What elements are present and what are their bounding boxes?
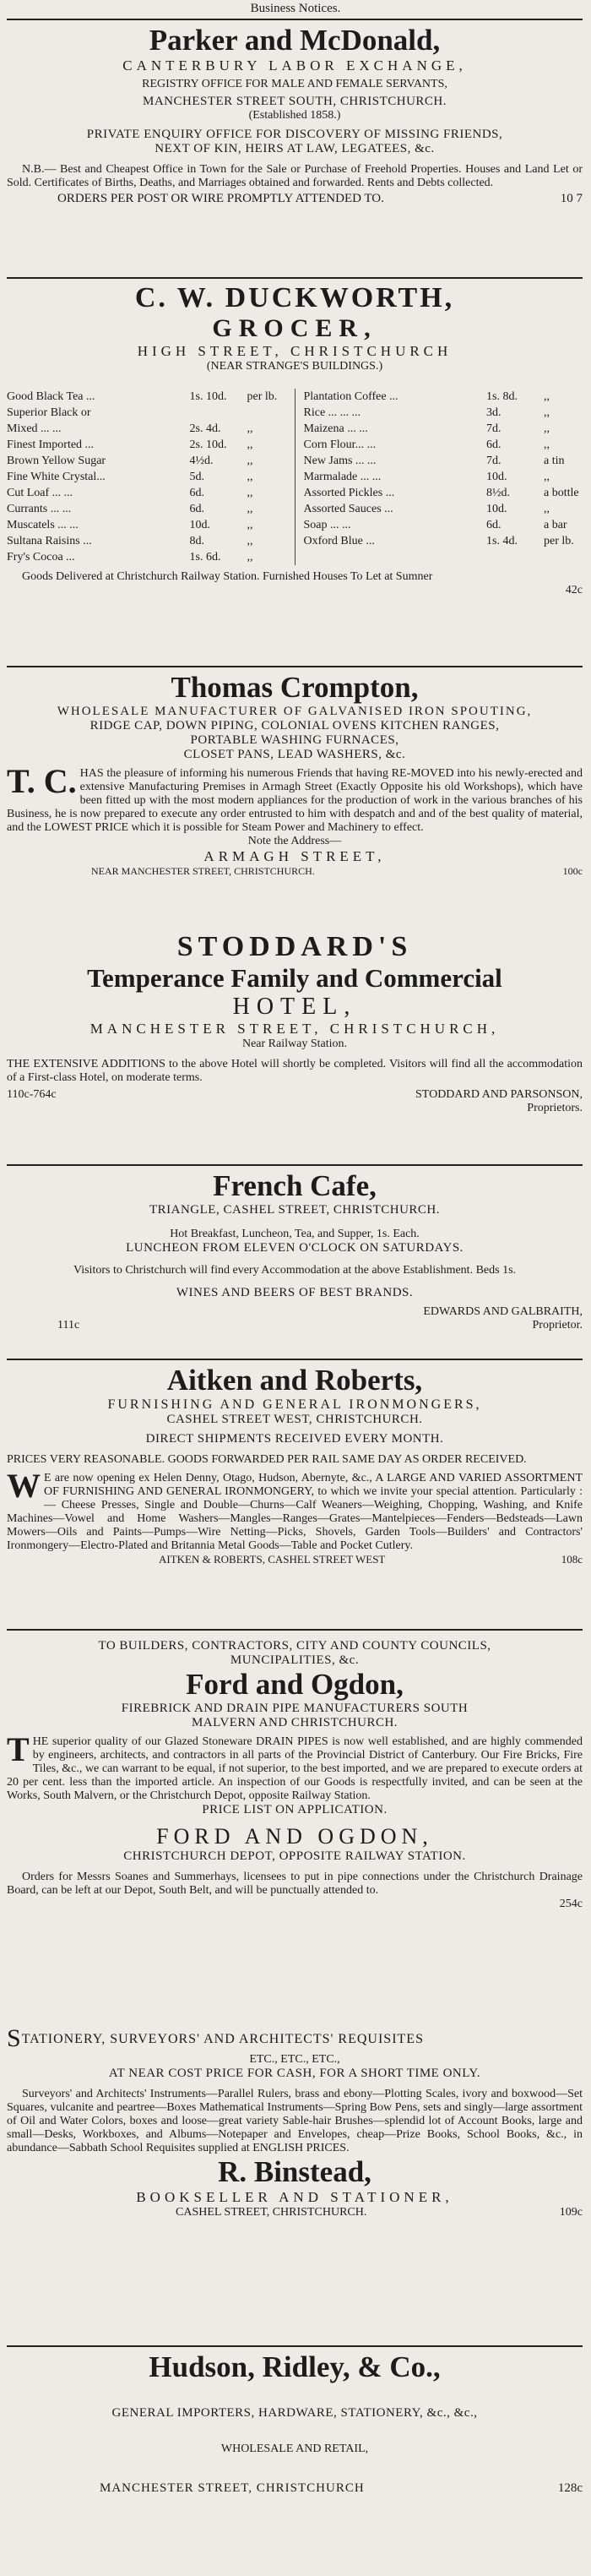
ad-line: CLOSET PANS, LEAD WASHERS, &c.	[183, 748, 406, 761]
item-price: 8d.	[189, 535, 204, 547]
ad-address: MANCHESTER STREET SOUTH, CHRISTCHURCH.	[142, 95, 447, 108]
ad-reference: 254c	[559, 1898, 583, 1910]
ad-title: Hudson, Ridley, & Co.,	[149, 2350, 441, 2383]
ad-reference: 110c-764c	[7, 1088, 57, 1101]
ad-subtitle: CANTERBURY LABOR EXCHANGE,	[122, 57, 467, 74]
ad-subtitle: GROCER,	[212, 314, 377, 342]
divider	[7, 277, 583, 279]
price-row	[304, 421, 583, 437]
item-price: 4½d.	[189, 455, 214, 467]
item-name: Currants ... ...	[7, 503, 72, 515]
item-price: 6d.	[486, 519, 502, 531]
ad-line: DIRECT SHIPMENTS RECEIVED EVERY MONTH.	[145, 1432, 444, 1446]
item-unit: ,,	[247, 487, 253, 499]
item-price: 3d.	[486, 406, 502, 419]
item-unit: ,,	[247, 455, 253, 467]
ad-line: MUNCIPALITIES, &c.	[230, 1653, 360, 1667]
price-row	[7, 549, 286, 565]
ad-crompton	[7, 671, 583, 878]
ad-address: MANCHESTER STREET, CHRISTCHURCH	[100, 2481, 365, 2495]
item-unit: a bar	[544, 519, 567, 531]
item-name: Marmalade ... ...	[303, 471, 382, 483]
ad-line: GENERAL IMPORTERS, HARDWARE, STATIONERY, &c., &c.,	[111, 2406, 478, 2420]
price-row	[7, 517, 286, 533]
item-unit: ,,	[247, 535, 253, 547]
item-unit	[247, 405, 286, 421]
item-unit: ,,	[544, 406, 550, 419]
ad-line: LUNCHEON FROM ELEVEN O'CLOCK ON SATURDAYS.	[126, 1241, 464, 1255]
ad-note: (NEAR STRANGE'S BUILDINGS.)	[206, 360, 383, 373]
price-row	[304, 501, 583, 517]
ad-note: Note the Address—	[247, 835, 342, 847]
ad-reference: 10 7	[560, 192, 583, 205]
ad-address: NEAR MANCHESTER STREET, CHRISTCHURCH.	[91, 865, 315, 877]
price-row	[7, 469, 286, 485]
price-row	[304, 485, 583, 501]
divider	[7, 1359, 583, 1360]
ad-note: Near Railway Station.	[241, 1037, 348, 1050]
item-price: 6d.	[189, 487, 204, 499]
ad-body: HAS the pleasure of informing his numerous Friends that having RE-MOVED into his newly-erected and extensive Manufacturing Premises in Armagh Street (Exactly Opposite his old Workshops), which have been fitted up with the most modern appliances for the production of work in the various branches of his Business, he is now prepared to execute any order entrusted to him with despatch and and of the best quality of material, and the LOWEST PRICE which it is possible for Steam Power and Machinery to effect.	[7, 767, 583, 834]
item-price: 1s. 6d.	[189, 551, 221, 564]
price-row	[7, 405, 286, 421]
price-row	[7, 389, 286, 405]
drop-cap: S	[7, 2024, 22, 2052]
item-price: 2s. 4d.	[189, 422, 221, 435]
item-unit: ,,	[247, 422, 253, 435]
item-name: Assorted Sauces ...	[303, 503, 393, 515]
item-price: 5d.	[189, 471, 204, 483]
item-unit: ,,	[544, 438, 550, 451]
ad-reference: 100c	[562, 865, 583, 877]
item-unit: ,,	[247, 438, 253, 451]
ad-body: Surveyors' and Architects' Instruments—Parallel Rulers, brass and ebony—Plotting Scales, ivory and boxwood—Set Squares, vulcanite and peartree—Boxes Mathematical Instruments—Spring Bow Pens, sets and singly—large assortment of Oil and Water Colors, boxes and loose—great variety Sable-hair Brushes—splendid lot of Account Books, large and small—Desks, Workboxes, and Albums—Notepaper and Envelopes, cheap—Prize Books, School Books, &c., in abundance—Sabbath School Requisites supplied at ENGLISH PRICES.	[7, 2088, 583, 2154]
ad-title: STODDARD'S	[176, 931, 413, 962]
item-price: 2s. 10d.	[189, 438, 227, 451]
ad-address: TRIANGLE, CASHEL STREET, CHRISTCHURCH.	[149, 1203, 440, 1217]
ad-body: E are now opening ex Helen Denny, Otago, Hudson, Abernyte, &c., A LARGE AND VARIED ASSORTMENT OF FURNISHING AND GENERAL IRONMONGERY, to which we invite your special attention. Particularly :— Cheese Presses, Single and Double—Churns—Calf Weaners—Weighing, Chopping, Washing, and Knife Machines—Vowel and Home Washers—Mangles—Ranges—Grates—Mantelpieces—Fenders—Bedsteads—Lawn Mowers—Oils and Paints—Pumps—Wire Netting—Picks, Shovels, Garden Tools—Builders' and Contractors' Ironmongery—Electro-Plated and Britannia Metal Goods—Table and Pocket Cutlery.	[7, 1472, 583, 1552]
ad-duckworth	[7, 282, 583, 597]
item-name: Cut Loaf ... ...	[7, 487, 73, 499]
ad-body: Visitors to Christchurch will find every Accommodation at the above Establishment. Beds 1s.	[73, 1264, 517, 1277]
ad-parker-mcdonald	[7, 24, 583, 206]
item-unit: ,,	[544, 422, 550, 435]
ad-line: WINES AND BEERS OF BEST BRANDS.	[176, 1286, 414, 1299]
item-unit: per lb.	[544, 535, 574, 547]
item-name: Soap ... ...	[303, 519, 351, 531]
ad-address: MANCHESTER STREET, CHRISTCHURCH,	[89, 1021, 500, 1037]
ad-title: TATIONERY, SURVEYORS' AND ARCHITECTS' REQUISITES	[21, 2032, 424, 2046]
price-row	[304, 533, 583, 549]
item-name: Superior Black or	[7, 406, 91, 419]
ad-subtitle: FORD AND OGDON,	[156, 1824, 433, 1849]
item-unit: ,,	[544, 471, 550, 483]
ad-subtitle: Temperance Family and Commercial	[87, 963, 502, 993]
divider	[7, 1629, 583, 1631]
ad-signature: EDWARDS AND GALBRAITH,	[423, 1305, 583, 1318]
item-name: Brown Yellow Sugar	[7, 455, 106, 467]
item-price	[190, 405, 247, 421]
ad-title: Parker and McDonald,	[149, 24, 441, 57]
item-name: Good Black Tea ...	[7, 390, 95, 403]
item-price: 1s. 4d.	[486, 535, 518, 547]
ad-line: ORDERS PER POST OR WIRE PROMPTLY ATTENDED TO.	[57, 192, 384, 205]
ad-line: PORTABLE WASHING FURNACES,	[190, 733, 399, 747]
item-price: 6d.	[189, 503, 204, 515]
ad-stoddard	[7, 931, 583, 1115]
ad-title: Aitken and Roberts,	[166, 1364, 423, 1397]
ad-french-cafe	[7, 1169, 583, 1332]
page-header: Business Notices.	[250, 2, 341, 15]
ad-line: TO BUILDERS, CONTRACTORS, CITY AND COUNTY COUNCILS,	[98, 1639, 491, 1653]
ad-body: HE superior quality of our Glazed Stoneware DRAIN PIPES is now well established, and are highly commended by engineers, architects, and contractors in all parts of the Provincial District of Canterbury. Our Fire Bricks, Fire Tiles, &c., we can warrant to be equal, if not superior, to the best imported, and we are prepared to execute orders at 20 per cent. less than the imported article. An inspection of our Goods is respectfully invited, and can be seen at the Works, South Malvern, or the Christchurch Depot, opposite Railway Station.	[7, 1735, 583, 1802]
ad-hudson-ridley	[7, 2350, 583, 2496]
ad-body: N.B.— Best and Cheapest Office in Town for the Sale or Purchase of Freehold Properties. Houses and Land Let or Sold. Certificates of Births, Deaths, and Marriages obtained and forwarded. Rents and Debts collected.	[7, 163, 583, 189]
item-name: Fine White Crystal...	[7, 471, 106, 483]
item-unit: per lb.	[247, 390, 278, 403]
price-row	[304, 437, 583, 453]
ad-ford-ogdon	[7, 1634, 583, 1911]
ad-reference: 42c	[565, 584, 583, 596]
price-row	[304, 453, 583, 469]
price-list-right	[296, 389, 583, 565]
item-unit: a tin	[544, 455, 565, 467]
price-row	[7, 421, 286, 437]
item-name: Oxford Blue ...	[303, 535, 375, 547]
price-row	[7, 485, 286, 501]
item-price: 1s. 8d.	[486, 390, 518, 403]
item-name: Maizena ... ...	[303, 422, 368, 435]
ad-line: REGISTRY OFFICE FOR MALE AND FEMALE SERVANTS,	[142, 78, 447, 90]
item-price: 10d.	[486, 471, 507, 483]
divider	[7, 1164, 583, 1166]
ad-signature: Proprietors.	[527, 1102, 583, 1114]
ad-address: CASHEL STREET, CHRISTCHURCH.	[176, 2206, 367, 2219]
ad-title: French Cafe,	[213, 1169, 377, 1202]
item-name: Fry's Cocoa ...	[7, 551, 75, 564]
ad-line: FURNISHING AND GENERAL IRONMONGERS,	[107, 1397, 482, 1412]
ad-reference: 108c	[561, 1553, 583, 1566]
item-price: 6d.	[486, 438, 502, 451]
drop-cap: T. C.	[7, 762, 77, 800]
price-row	[7, 501, 286, 517]
ad-reference: 111c	[57, 1319, 80, 1332]
price-row	[304, 469, 583, 485]
ad-address: CASHEL STREET WEST, CHRISTCHURCH.	[166, 1413, 423, 1426]
item-name: Muscatels ... ...	[7, 519, 79, 531]
ad-signature: STODDARD AND PARSONSON,	[415, 1088, 583, 1101]
item-unit: ,,	[247, 551, 253, 564]
ad-body: THE EXTENSIVE ADDITIONS to the above Hotel will shortly be completed. Visitors will find all the accommodation of a First-class Hotel, on moderate terms.	[7, 1058, 583, 1084]
ad-line: RIDGE CAP, DOWN PIPING, COLONIAL OVENS KITCHEN RANGES,	[89, 719, 500, 732]
item-name: New Jams ... ...	[303, 455, 377, 467]
ad-title: Thomas Crompton,	[171, 671, 419, 704]
item-name: Rice ... ... ...	[303, 406, 361, 419]
item-unit: ,,	[247, 519, 253, 531]
price-row	[304, 517, 583, 533]
ad-line: BOOKSELLER AND STATIONER,	[136, 2189, 453, 2205]
ad-address: ARMAGH STREET,	[203, 848, 386, 864]
ad-reference: 128c	[557, 2481, 583, 2495]
item-unit: ,,	[544, 503, 550, 515]
item-unit: ,,	[247, 503, 253, 515]
price-row	[7, 533, 286, 549]
item-unit: ,,	[544, 390, 550, 403]
item-price: 8½d.	[486, 487, 510, 499]
ad-line: PRICES VERY REASONABLE. GOODS FORWARDED PER RAIL SAME DAY AS ORDER RECEIVED.	[7, 1453, 527, 1466]
ad-body: Goods Delivered at Christchurch Railway Station. Furnished Houses To Let at Sumner	[22, 570, 433, 583]
divider	[7, 666, 583, 667]
drop-cap: W	[7, 1467, 41, 1505]
price-row	[7, 437, 286, 453]
item-price: 1s. 10d.	[189, 390, 227, 403]
ad-established: (Established 1858.)	[248, 109, 341, 122]
ad-line: FIREBRICK AND DRAIN PIPE MANUFACTURERS SOUTH	[121, 1702, 469, 1715]
item-price: 10d.	[189, 519, 210, 531]
item-price: 7d.	[486, 455, 502, 467]
ad-line: WHOLESALE AND RETAIL,	[220, 2443, 369, 2455]
price-row	[304, 389, 583, 405]
item-name: Plantation Coffee ...	[303, 390, 399, 403]
divider	[7, 19, 583, 20]
item-name: Mixed ... ...	[7, 422, 62, 435]
item-name: Corn Flour... ...	[303, 438, 377, 451]
ad-line: WHOLESALE MANUFACTURER OF GALVANISED IRON SPOUTING,	[57, 705, 533, 718]
ad-line: PRICE LIST ON APPLICATION.	[202, 1803, 388, 1816]
ad-signature: Proprietor.	[532, 1319, 583, 1332]
item-unit: ,,	[247, 471, 253, 483]
price-row	[7, 453, 286, 469]
item-name: Sultana Raisins ...	[7, 535, 92, 547]
ad-line: NEXT OF KIN, HEIRS AT LAW, LEGATEES, &c.	[155, 142, 435, 155]
ad-line: AT NEAR COST PRICE FOR CASH, FOR A SHORT TIME ONLY.	[108, 2067, 481, 2080]
ad-address: HIGH STREET, CHRISTCHURCH	[137, 343, 453, 359]
price-row	[304, 405, 583, 421]
ad-line: ETC., ETC., ETC.,	[249, 2053, 340, 2066]
item-price: 10d.	[486, 503, 507, 515]
ad-binstead	[7, 2024, 583, 2219]
ad-signature: AITKEN & ROBERTS, CASHEL STREET WEST	[159, 1553, 386, 1566]
price-list-left	[7, 389, 296, 565]
ad-line: PRIVATE ENQUIRY OFFICE FOR DISCOVERY OF MISSING FRIENDS,	[86, 128, 503, 141]
ad-line: Hot Breakfast, Luncheon, Tea, and Supper, 1s. Each.	[170, 1228, 420, 1240]
ad-body: Orders for Messrs Soanes and Summerhays, licensees to put in pipe connections under the Christchurch Drainage Board, can be left at our Depot, South Belt, and will be punctually attended to.	[7, 1871, 583, 1897]
divider	[7, 2345, 583, 2347]
ad-line: MALVERN AND CHRISTCHURCH.	[191, 1716, 399, 1729]
ad-title: R. Binstead,	[218, 2155, 371, 2188]
drop-cap: T	[7, 1730, 30, 1768]
ad-title: Ford and Ogdon,	[186, 1668, 404, 1701]
ad-address: CHRISTCHURCH DEPOT, OPPOSITE RAILWAY STATION.	[123, 1849, 466, 1863]
item-price: 7d.	[486, 422, 502, 435]
item-unit: a bottle	[544, 487, 579, 499]
ad-aitken-roberts	[7, 1364, 583, 1566]
item-name: Assorted Pickles ...	[303, 487, 395, 499]
item-name: Finest Imported ...	[7, 438, 95, 451]
ad-reference: 109c	[559, 2206, 583, 2219]
ad-title: C. W. DUCKWORTH,	[134, 282, 455, 313]
ad-subtitle: HOTEL,	[232, 994, 357, 1020]
